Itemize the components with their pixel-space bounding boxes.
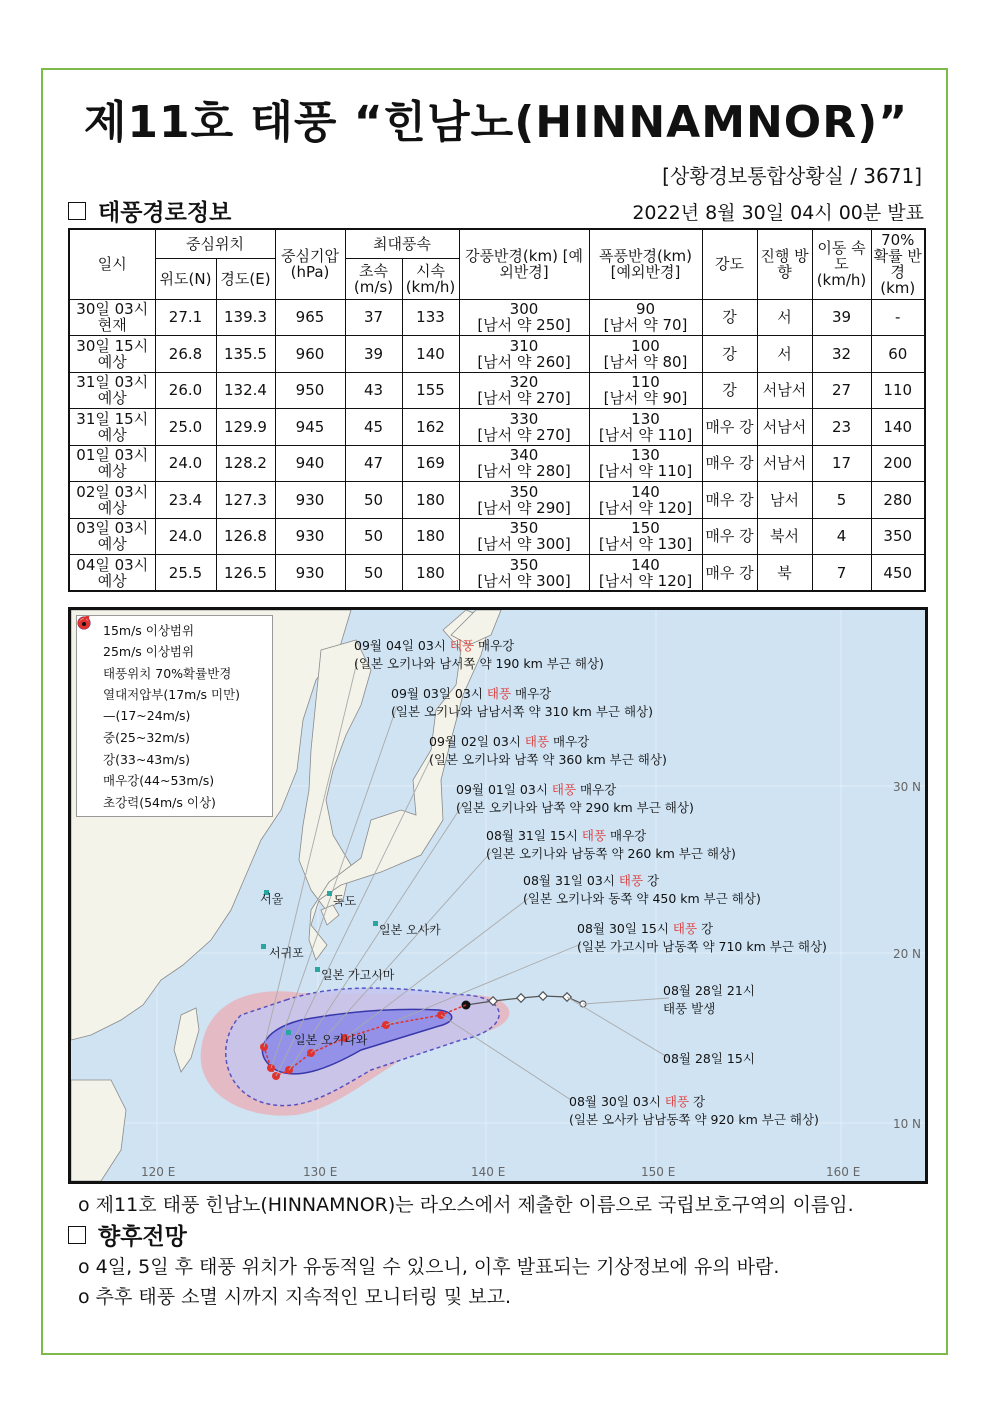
lon-label: 140 E (471, 1165, 506, 1179)
legend-label: 열대저압부(17m/s 미만) (103, 687, 241, 703)
annotation-type: 태풍 (581, 828, 607, 843)
annotation-location: (일본 오키나와 남쪽 약 360 km 부근 해상) (429, 752, 667, 767)
annotation-location: (일본 오키나와 남동쪽 약 260 km 부근 해상) (486, 846, 736, 861)
cell-speed: 27 (812, 372, 871, 409)
track-annotation (486, 827, 736, 863)
place-label: 일본 오키나와 (294, 1033, 368, 1047)
annotation-time: 09월 01일 03시 (456, 782, 552, 797)
legend-label: 강(33~43m/s) (103, 751, 191, 767)
annotation-location: (일본 오키나와 남쪽 약 290 km 부근 해상) (456, 800, 694, 815)
annotation-location: (일본 오키나와 동쪽 약 450 km 부근 해상) (523, 891, 761, 906)
page-title: 제11호 태풍 “힌남노(HINNAMNOR)” (83, 97, 909, 148)
annotation-intensity: 매우강 (606, 828, 647, 843)
cell-pressure: 930 (275, 518, 345, 555)
cell-prob-radius: 350 (871, 518, 925, 555)
track-annotation (523, 872, 761, 908)
radius-exception: [남서 약 300] (477, 571, 571, 590)
header-strong-radius: 강풍반경(km) [예외반경] (459, 229, 589, 299)
lon-label: 130 E (303, 1165, 338, 1179)
cell-direction: 서 (757, 336, 812, 373)
legend-item (81, 662, 268, 684)
cell-lon: 139.3 (216, 299, 275, 336)
annotation-type: 태풍 (672, 921, 698, 936)
header-center: 중심위치 (155, 229, 275, 258)
cell-pressure: 945 (275, 409, 345, 446)
cell-prob-radius: 140 (871, 409, 925, 446)
cell-pressure: 940 (275, 445, 345, 482)
cell-lat: 24.0 (155, 445, 216, 482)
annotation-line-1 (577, 921, 713, 936)
cell-storm-radius (589, 299, 702, 336)
radius-exception: [남서 약 110] (598, 462, 693, 481)
cell-wind-ms: 50 (345, 555, 402, 592)
cell-wind-kmh: 162 (402, 409, 459, 446)
annotation-type: 태풍 (486, 686, 512, 701)
annotation-time: 08월 28일 21시 (663, 983, 755, 998)
cell-lat: 25.5 (155, 555, 216, 592)
legend-label: 태풍위치 70%확률반경 (103, 665, 232, 681)
place-label: 서귀포 (269, 946, 304, 960)
annotation-line-1 (456, 782, 616, 797)
legend-item (81, 748, 268, 770)
radius-value: 310 (509, 336, 539, 355)
annotation-type: 태풍 (551, 782, 577, 797)
cell-intensity: 매우 강 (702, 482, 757, 519)
cell-time: 03일 03시 예상 (69, 518, 155, 555)
radius-value: 90 (635, 300, 656, 319)
radius-exception: [남서 약 250] (477, 316, 571, 335)
cell-time: 04일 03시 예상 (69, 555, 155, 592)
annotation-time: 08월 30일 15시 (577, 921, 673, 936)
radius-value: 140 (631, 555, 660, 574)
annotation-type: 태풍 (524, 734, 550, 749)
cell-strong-radius (459, 409, 589, 446)
track-annotation (663, 982, 755, 1018)
radius-value: 330 (509, 409, 539, 428)
annotation-time: 08월 30일 03시 (569, 1094, 665, 1109)
cell-speed: 23 (812, 409, 871, 446)
cell-wind-kmh: 169 (402, 445, 459, 482)
legend-item (81, 791, 268, 813)
annotation-line-1 (663, 983, 755, 998)
header-lat: 위도(N) (155, 258, 216, 299)
table-row (69, 555, 925, 592)
cell-lat: 23.4 (155, 482, 216, 519)
legend-label: 중(25~32m/s) (103, 730, 191, 746)
outlook-section-heading (68, 1218, 187, 1251)
radius-value: 300 (509, 300, 539, 319)
radius-exception: [남서 약 260] (477, 352, 571, 371)
cell-wind-kmh: 133 (402, 299, 459, 336)
table-row (69, 518, 925, 555)
cell-wind-kmh: 140 (402, 336, 459, 373)
checkbox-square-icon (68, 1226, 86, 1244)
cell-wind-kmh: 180 (402, 482, 459, 519)
cell-pressure: 950 (275, 372, 345, 409)
table-row (69, 409, 925, 446)
cell-speed: 17 (812, 445, 871, 482)
table-row (69, 299, 925, 336)
cell-strong-radius (459, 336, 589, 373)
annotation-location: (일본 오키나와 남남서쪽 약 310 km 부근 해상) (391, 704, 653, 719)
radius-value: 130 (631, 446, 660, 465)
radius-value: 350 (509, 482, 539, 501)
cell-wind-ms: 50 (345, 482, 402, 519)
cell-wind-ms: 43 (345, 372, 402, 409)
cell-prob-radius: 60 (871, 336, 925, 373)
annotation-time: 09월 03일 03시 (391, 686, 487, 701)
cell-lat: 25.0 (155, 409, 216, 446)
typhoon-track-table (68, 228, 926, 592)
cell-time: 30일 15시 예상 (69, 336, 155, 373)
annotation-intensity: 매우강 (511, 686, 552, 701)
legend-item (81, 619, 268, 641)
annotation-intensity: 매우강 (549, 734, 590, 749)
cell-intensity: 강 (702, 336, 757, 373)
header-prob-radius: 70% 확률 반경 (km) (871, 229, 925, 299)
cell-lon: 127.3 (216, 482, 275, 519)
typhoon-medium-icon (81, 730, 97, 744)
checkbox-square-icon (68, 202, 86, 220)
typhoon-weak-icon (81, 709, 97, 723)
legend-item (81, 705, 268, 727)
lat-label: 30 N (892, 780, 921, 794)
cell-strong-radius (459, 372, 589, 409)
annotation-type: 태풍 (449, 638, 475, 653)
annotation-time: 08월 31일 03시 (523, 873, 619, 888)
cell-storm-radius (589, 336, 702, 373)
lat-label: 20 N (892, 947, 921, 961)
cell-wind-kmh: 180 (402, 555, 459, 592)
lon-label: 120 E (141, 1165, 176, 1179)
typhoon-track-map (68, 607, 928, 1184)
radius-value: 340 (509, 446, 539, 465)
cell-intensity: 매우 강 (702, 518, 757, 555)
cell-wind-ms: 45 (345, 409, 402, 446)
header-max-wind: 최대풍속 (345, 229, 459, 258)
cell-time: 01일 03시 예상 (69, 445, 155, 482)
cell-wind-ms: 37 (345, 299, 402, 336)
radius-exception: [남서 약 270] (477, 389, 571, 408)
annotation-line-1 (354, 638, 514, 653)
cell-direction: 서남서 (757, 409, 812, 446)
cell-storm-radius (589, 372, 702, 409)
annotation-time: 08월 28일 15시 (663, 1051, 755, 1066)
name-origin-note: o 제11호 태풍 힌남노(HINNAMNOR)는 라오스에서 제출한 이름으로 국립보호구역의 이름임. (78, 1194, 854, 1216)
place-label: 독도 (333, 894, 357, 908)
lon-label: 160 E (826, 1165, 861, 1179)
cell-pressure: 965 (275, 299, 345, 336)
outlook-heading-text: 향후전망 (98, 1224, 187, 1250)
radius-value: 110 (631, 373, 660, 392)
annotation-type: 태풍 (664, 1094, 690, 1109)
radius-exception: [남서 약 80] (603, 352, 688, 371)
cell-strong-radius (459, 299, 589, 336)
cell-lat: 24.0 (155, 518, 216, 555)
cell-lon: 126.5 (216, 555, 275, 592)
radius-exception: [남서 약 90] (603, 389, 688, 408)
annotation-location: (일본 오사카 남남동쪽 약 920 km 부근 해상) (569, 1112, 819, 1127)
radius-exception: [남서 약 130] (598, 535, 693, 554)
cell-lon: 129.9 (216, 409, 275, 446)
annotation-line-1 (486, 828, 646, 843)
annotation-line-1 (391, 686, 551, 701)
radius-exception: [남서 약 110] (598, 425, 693, 444)
annotation-intensity: 매우강 (576, 782, 617, 797)
header-direction: 진행 방향 (757, 229, 812, 299)
annotation-time: 08월 31일 15시 (486, 828, 582, 843)
cell-lon: 132.4 (216, 372, 275, 409)
cell-intensity: 강 (702, 372, 757, 409)
cell-direction: 서 (757, 299, 812, 336)
cell-storm-radius (589, 482, 702, 519)
annotation-intensity: 매우강 (474, 638, 515, 653)
cell-lat: 26.8 (155, 336, 216, 373)
cell-storm-radius (589, 445, 702, 482)
table-row (69, 372, 925, 409)
outlook-note-1: o 4일, 5일 후 태풍 위치가 유동적일 수 있으니, 이후 발표되는 기상정보에 유의 바람. (78, 1256, 780, 1278)
cell-strong-radius (459, 555, 589, 592)
cell-strong-radius (459, 482, 589, 519)
legend-item (81, 770, 268, 792)
track-annotation (391, 685, 653, 721)
cell-intensity: 매우 강 (702, 409, 757, 446)
header-wind-ms: 초속 (m/s) (345, 258, 402, 299)
annotation-time: 09월 02일 03시 (429, 734, 525, 749)
cell-time: 31일 15시 예상 (69, 409, 155, 446)
radius-exception: [남서 약 120] (598, 571, 693, 590)
typhoon-super-icon (81, 795, 97, 809)
radius-value: 350 (509, 555, 539, 574)
place-label: 서울 (260, 892, 284, 906)
legend-label: 매우강(44~53m/s) (103, 773, 215, 789)
lon-label: 150 E (641, 1165, 676, 1179)
department-label: [상황경보통합상황실 / 3671] (662, 164, 922, 188)
cell-wind-ms: 50 (345, 518, 402, 555)
map-legend (76, 615, 273, 817)
cell-wind-ms: 47 (345, 445, 402, 482)
track-annotation (663, 1050, 755, 1068)
annotation-line-1 (569, 1094, 705, 1109)
cell-speed: 32 (812, 336, 871, 373)
legend-label: —(17~24m/s) (103, 708, 191, 724)
cell-intensity: 매우 강 (702, 555, 757, 592)
annotation-location: (일본 오키나와 남서쪽 약 190 km 부근 해상) (354, 656, 604, 671)
legend-item (81, 641, 268, 663)
lat-label: 10 N (892, 1117, 921, 1131)
cell-time: 02일 03시 예상 (69, 482, 155, 519)
track-annotation (456, 781, 694, 817)
header-speed: 이동 속도 (km/h) (812, 229, 871, 299)
cell-lon: 135.5 (216, 336, 275, 373)
cell-storm-radius (589, 409, 702, 446)
25ms-range-icon (81, 644, 97, 658)
header-storm-radius: 폭풍반경(km) [예외반경] (589, 229, 702, 299)
cell-storm-radius (589, 555, 702, 592)
probability-circle-icon (81, 666, 97, 680)
radius-exception: [남서 약 290] (477, 498, 571, 517)
cell-prob-radius: 280 (871, 482, 925, 519)
cell-strong-radius (459, 445, 589, 482)
cell-wind-ms: 39 (345, 336, 402, 373)
cell-storm-radius (589, 518, 702, 555)
cell-lat: 27.1 (155, 299, 216, 336)
cell-time: 30일 03시 현재 (69, 299, 155, 336)
table-row (69, 482, 925, 519)
cell-lon: 126.8 (216, 518, 275, 555)
annotation-line-1 (663, 1051, 755, 1066)
header-intensity: 강도 (702, 229, 757, 299)
track-heading-text: 태풍경로정보 (98, 200, 232, 226)
cell-wind-kmh: 180 (402, 518, 459, 555)
radius-exception: [남서 약 280] (477, 462, 571, 481)
cell-intensity: 강 (702, 299, 757, 336)
header-wind-kmh: 시속 (km/h) (402, 258, 459, 299)
annotation-type: 태풍 (618, 873, 644, 888)
track-annotation (577, 920, 827, 956)
cell-direction: 북 (757, 555, 812, 592)
radius-exception: [남서 약 70] (603, 316, 688, 335)
radius-exception: [남서 약 270] (477, 425, 571, 444)
legend-label: 초강력(54m/s 이상) (103, 794, 216, 810)
cell-pressure: 930 (275, 482, 345, 519)
table-row (69, 445, 925, 482)
radius-exception: [남서 약 300] (477, 535, 571, 554)
radius-value: 350 (509, 519, 539, 538)
cell-lat: 26.0 (155, 372, 216, 409)
annotation-time: 09월 04일 03시 (354, 638, 450, 653)
legend-label: 15m/s 이상범위 (103, 622, 195, 638)
legend-item (81, 684, 268, 706)
tropical-depression-icon (81, 687, 97, 701)
cell-strong-radius (459, 518, 589, 555)
track-annotation (429, 733, 667, 769)
annotation-intensity: 강 (689, 1094, 706, 1109)
radius-exception: [남서 약 120] (598, 498, 693, 517)
cell-wind-kmh: 155 (402, 372, 459, 409)
cell-time: 31일 03시 예상 (69, 372, 155, 409)
radius-value: 320 (509, 373, 539, 392)
cell-pressure: 960 (275, 336, 345, 373)
track-section-heading (68, 194, 231, 227)
cell-prob-radius: 200 (871, 445, 925, 482)
cell-prob-radius: 450 (871, 555, 925, 592)
cell-speed: 4 (812, 518, 871, 555)
cell-speed: 7 (812, 555, 871, 592)
cell-direction: 서남서 (757, 372, 812, 409)
header-lon: 경도(E) (216, 258, 275, 299)
annotation-intensity: 강 (643, 873, 660, 888)
radius-value: 150 (631, 519, 660, 538)
outlook-note-2: o 추후 태풍 소멸 시까지 지속적인 모니터링 및 보고. (78, 1286, 512, 1308)
table-row (69, 336, 925, 373)
place-label: 일본 오사카 (379, 923, 441, 937)
cell-pressure: 930 (275, 555, 345, 592)
legend-item (81, 727, 268, 749)
radius-value: 100 (631, 336, 660, 355)
issued-time: 2022년 8월 30일 04시 00분 발표 (632, 202, 924, 224)
track-annotation (569, 1093, 819, 1129)
place-label: 일본 가고시마 (321, 968, 395, 982)
legend-label: 25m/s 이상범위 (103, 644, 195, 660)
header-pressure: 중심기압 (hPa) (275, 229, 345, 299)
track-annotation (354, 637, 604, 673)
cell-speed: 39 (812, 299, 871, 336)
annotation-location: 태풍 발생 (663, 1001, 716, 1016)
cell-direction: 북서 (757, 518, 812, 555)
cell-direction: 남서 (757, 482, 812, 519)
typhoon-very-strong-icon (81, 773, 97, 787)
annotation-line-1 (523, 873, 659, 888)
radius-value: 130 (631, 409, 660, 428)
cell-lon: 128.2 (216, 445, 275, 482)
annotation-intensity: 강 (697, 921, 714, 936)
header-time: 일시 (69, 229, 155, 299)
cell-direction: 서남서 (757, 445, 812, 482)
cell-prob-radius: - (871, 299, 925, 336)
cell-intensity: 매우 강 (702, 445, 757, 482)
cell-speed: 5 (812, 482, 871, 519)
radius-value: 140 (631, 482, 660, 501)
cell-prob-radius: 110 (871, 372, 925, 409)
annotation-line-1 (429, 734, 589, 749)
typhoon-strong-icon (81, 752, 97, 766)
annotation-location: (일본 가고시마 남동쪽 약 710 km 부근 해상) (577, 939, 827, 954)
